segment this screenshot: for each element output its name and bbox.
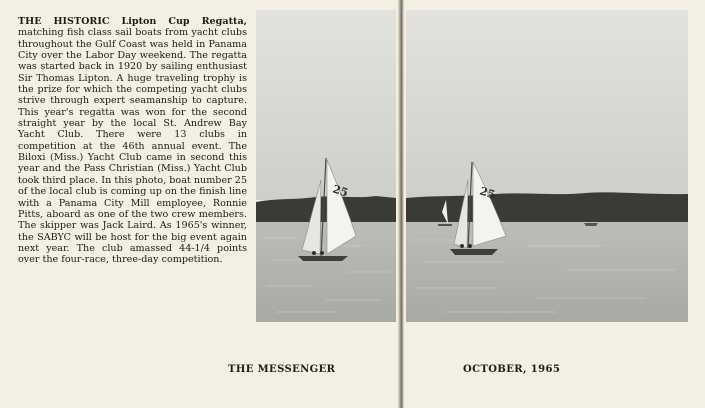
sailboat-photo-right	[406, 10, 688, 322]
sail-number-right: 25	[478, 184, 497, 202]
article-body: matching fish class sail boats from yacht clubs throughout the Gulf Coast was held in Panama City over the Labor Day weekend. The regatta was started back in 1920 by sailing enthusiast Sir Thomas Lipton. A huge traveling trophy is the prize for which the competing yacht clubs strive through expert seamanship to capture. This year's regatta was won for the second straight year by the local St. Andrew Bay Yacht Club. There were 13 clubs in competition at the 46th annual event. The Biloxi (Miss.) Yacht Club came in second this year and the Pass Christian (Miss.) Yacht Club took third place. In this photo, boat number 25 of the local club is coming up on the finish line with a Panama City Mill employee, Ronnie Pitts, aboard as one of the two crew members. The skipper was Jack Laird. As 1965's winner, the SABYC will be host for the big event again next year. The club amassed 44-1/4 points over the four-race, three-day competition.	[18, 27, 247, 266]
sailboat-photo-left	[256, 10, 396, 322]
sail-number: 25	[331, 182, 350, 200]
article-lead: THE HISTORIC Lipton Cup Regatta,	[18, 16, 247, 27]
publication-date: OCTOBER, 1965	[463, 364, 561, 375]
publication-name: THE MESSENGER	[228, 364, 336, 375]
motorboat	[584, 223, 598, 226]
sailboat-image-left	[256, 10, 396, 322]
article-text	[18, 16, 247, 266]
page-spine	[398, 0, 404, 408]
sailboat-image-right	[406, 10, 688, 322]
